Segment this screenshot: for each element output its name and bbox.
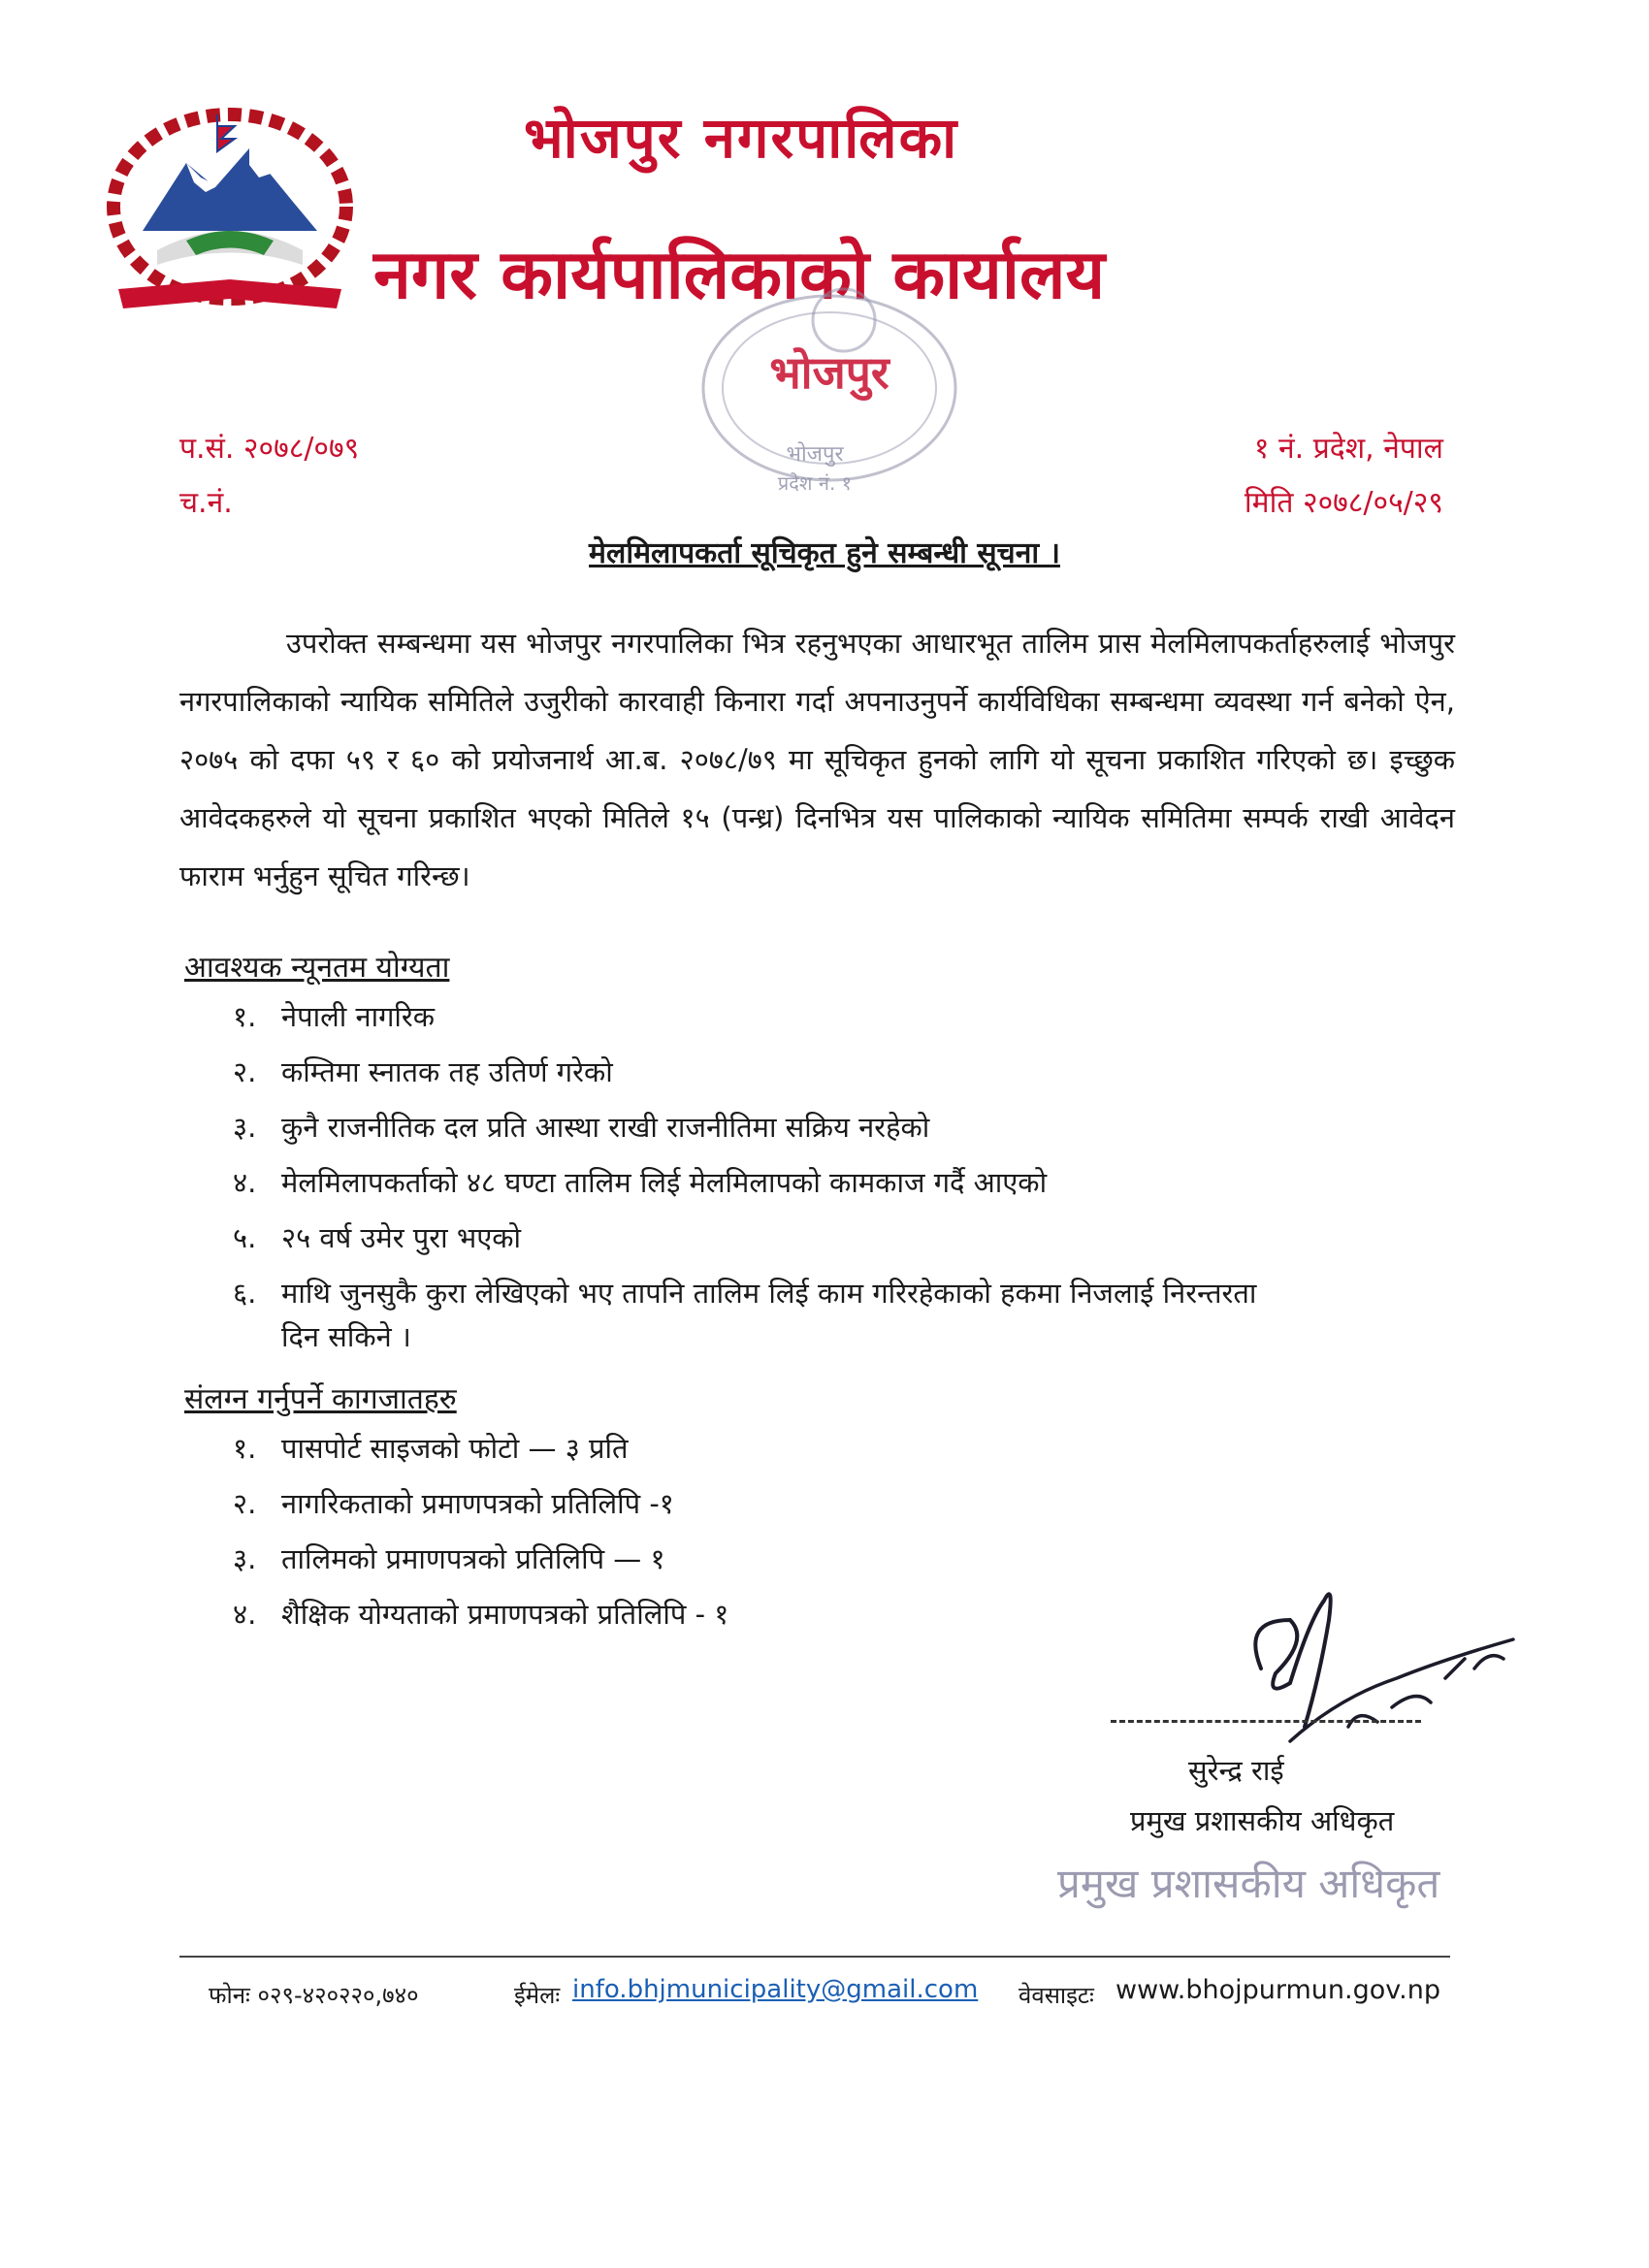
footer-divider xyxy=(179,1956,1450,1958)
list-item: ३. तालिमको प्रमाणपत्रको प्रतिलिपि — १ xyxy=(233,1542,665,1575)
footer-phone: फोनः ०२९-४२०२२०,७४० xyxy=(209,1982,419,2009)
list-item: ६. माथि जुनसुकै कुरा लेखिएको भए तापनि तालिम लिई काम गरिरहेकाको हकमा निजलाई निरन्तरता xyxy=(233,1277,1257,1310)
footer-website-label: वेवसाइटः xyxy=(1018,1982,1094,2009)
signatory-title: प्रमुख प्रशासकीय अधिकृत xyxy=(1130,1804,1395,1837)
list-item: ४. मेलमिलापकर्ताको ४८ घण्टा तालिम लिई मेलमिलापको कामकाज गर्दै आएको xyxy=(233,1166,1048,1199)
list-item: ३. कुनै राजनीतिक दल प्रति आस्था राखी राजनीतिमा सक्रिय नरहेको xyxy=(233,1111,930,1144)
handwritten-signature xyxy=(1222,1562,1533,1756)
nepal-emblem-logo xyxy=(89,95,371,323)
list-item: १. नेपाली नागरिक xyxy=(233,1000,436,1033)
notice-body: उपरोक्त सम्बन्धमा यस भोजपुर नगरपालिका भित्र रहनुभएका आधारभूत तालिम प्रास मेलमिलापकर्ताहरुलाई भोजपुर नगरपालिकाको न्यायिक समितिले उजुरीको कारवाही किनारा गर्दा अपनाउनुपर्ने कार्यविधिका सम्बन्धमा व्यवस्था गर्न बनेको ऐन, २०७५ को दफा ५९ र ६० को प्रयोजनार्थ आ.ब. २०७८/७९ मा सूचिकृत हुनको लागि यो सूचना प्रकाशित गरिएको छ। इच्छुक आवेदकहरुले यो सूचना प्रकाशित भएको मितिले १५ (पन्ध्र) दिनभित्र यस पालिकाको न्यायिक समितिमा सम्पर्क राखी आवेदन फाराम भर्नुहुन सूचित गरिन्छ। xyxy=(179,627,1455,892)
list-item-continuation: दिन सकिने । xyxy=(281,1320,411,1353)
list-item: २. कम्तिमा स्नातक तह उतिर्ण गरेको xyxy=(233,1055,613,1088)
official-seal-stamp xyxy=(669,281,980,519)
reference-number: प.सं. २०७८/०७९ xyxy=(179,432,360,466)
signature-line xyxy=(1111,1720,1421,1723)
list-item: २. नागरिकताको प्रमाणपत्रको प्रतिलिपि -१ xyxy=(233,1487,674,1520)
municipality-name: भोजपुर नगरपालिका xyxy=(524,105,959,171)
designation-stamp: प्रमुख प्रशासकीय अधिकृत xyxy=(1057,1860,1440,1907)
footer-email-link[interactable]: info.bhjmunicipality@gmail.com xyxy=(572,1975,979,2004)
documents-heading: संलग्न गर्नुपर्ने कागजातहरु xyxy=(184,1382,457,1416)
seal-place: भोजपुर xyxy=(769,346,889,399)
seal-place-lower: भोजपुर xyxy=(786,442,844,467)
province-label: १ नं. प्रदेश, नेपाल xyxy=(1253,432,1443,466)
issue-date: मिति २०७८/०५/२९ xyxy=(1244,486,1443,520)
list-item: ५. २५ वर्ष उमेर पुरा भएको xyxy=(233,1221,522,1254)
list-item: १. पासपोर्ट साइजको फोटो — ३ प्रति xyxy=(233,1432,629,1465)
seal-province: प्रदेश नं. १ xyxy=(777,471,853,495)
footer-email-label: ईमेलः xyxy=(514,1982,561,2009)
footer-website-link[interactable]: www.bhojpurmun.gov.np xyxy=(1116,1975,1440,2005)
office-name: नगर कार्यपालिकाको कार्यालय xyxy=(373,234,1106,314)
signatory-name: सुरेन्द्र राई xyxy=(1188,1754,1284,1787)
dispatch-number: च.नं. xyxy=(179,486,233,520)
qualifications-heading: आवश्यक न्यूनतम योग्यता xyxy=(184,951,450,985)
list-item: ४. शैक्षिक योग्यताको प्रमाणपत्रको प्रतिलिपि - १ xyxy=(233,1598,729,1631)
notice-subject: मेलमिलापकर्ता सूचिकृत हुने सम्बन्धी सूचना । xyxy=(589,536,1060,570)
